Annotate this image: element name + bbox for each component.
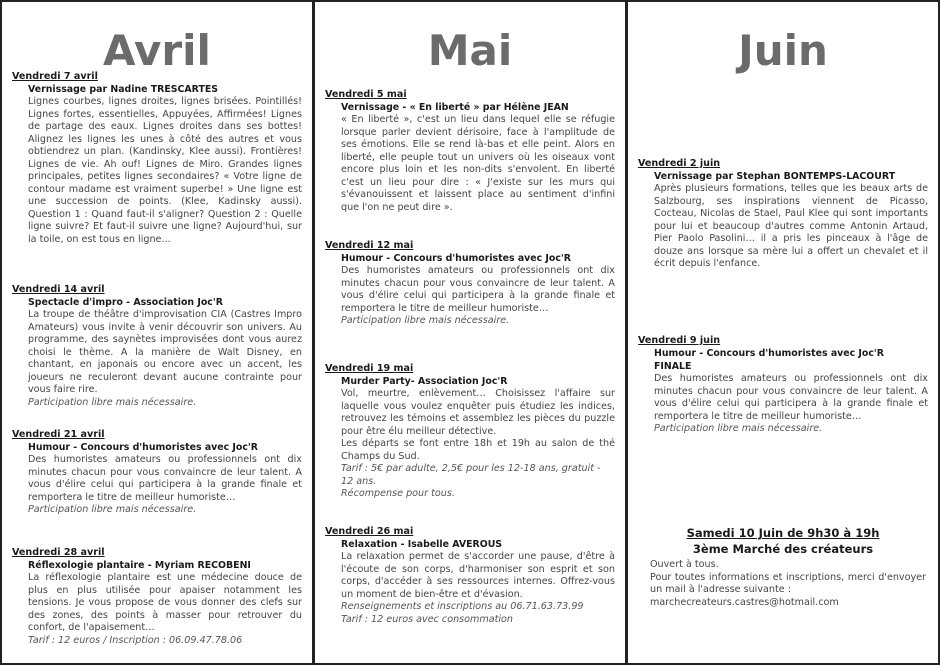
month-title: Juin bbox=[738, 26, 828, 75]
event-14-avril bbox=[12, 284, 302, 409]
event-21-avril bbox=[12, 429, 302, 517]
event-title: Humour - Concours d'humoristes avec Joc'R bbox=[654, 348, 885, 359]
event-title: Vernissage - « En liberté » par Hélène JEAN bbox=[341, 102, 569, 113]
event-title: Vernissage par Nadine TRESCARTES bbox=[28, 84, 219, 95]
event-note-price: Tarif : 5€ par adulte, 2,5€ pour les 12-18 ans, gratuit - 12 ans. bbox=[341, 463, 601, 487]
event-date: Vendredi 26 mai bbox=[325, 526, 414, 537]
column-avril bbox=[0, 0, 314, 665]
event-7-avril bbox=[12, 71, 302, 246]
event-19-mai bbox=[325, 363, 615, 501]
event-note: Participation libre mais nécessaire. bbox=[28, 504, 197, 515]
event-date: Vendredi 7 avril bbox=[12, 71, 98, 82]
market-info bbox=[650, 559, 926, 609]
event-date: Vendredi 9 juin bbox=[638, 335, 721, 346]
event-body: Des humoristes amateurs ou professionnels ont dix minutes chacun pour vous convaincre de leur talent. A vous d'élire celui qui participera à la grande finale et remportera le titre de meilleur humoriste… bbox=[341, 265, 615, 314]
event-body: La relaxation permet de s'accorder une pause, d'être à l'écoute de son corps, d'harmoniser son esprit et son corps, d'accéder à ses ressources internes. Offrez-vous un moment de bien-être et d'évasion. bbox=[341, 551, 615, 600]
market-open: Ouvert à tous. bbox=[650, 559, 719, 570]
market-contact: Pour toutes informations et inscriptions, merci d'envoyer un mail à l'adresse suivante : bbox=[650, 571, 926, 595]
event-body-departures: Les départs se font entre 18h et 19h au salon de thé Champs du Sud. bbox=[341, 438, 615, 462]
event-body: La troupe de théâtre d'improvisation CIA (Castres Impro Amateurs) vous invite à venir découvrir son univers. Au programme, des saynètes improvisées dont vous aurez choisi le thème. A la manière de Walt Disney, en chantant, en japonais ou encore avec un accent, les joueurs ne reculeront devant aucune contrainte pour vous faire rire. bbox=[28, 309, 302, 395]
event-note: Participation libre mais nécessaire. bbox=[654, 423, 823, 434]
event-date: Vendredi 2 juin bbox=[638, 158, 721, 169]
event-note: Participation libre mais nécessaire. bbox=[341, 315, 510, 326]
event-title: Humour - Concours d'humoristes avec Joc'R bbox=[28, 442, 259, 453]
event-title-finale: FINALE bbox=[654, 361, 692, 372]
event-9-juin bbox=[638, 335, 928, 436]
column-mai bbox=[313, 0, 627, 665]
event-2-juin bbox=[638, 158, 928, 271]
event-body: « En liberté », c'est un lieu dans lequel elle se réfugie lorsque parler devient dérisoire, face à l'amplitude de ses émotions. Elle se rend là-bas et elle peint. Alors en liberté, elle peuple tout un univers où les oiseaux vont encore plus loin et les non-dits s'envolent. En liberté c'est un lieu pour dire : « J'existe sur les murs qui s'évanouissent et laissent place au sentiment d'infini que l'on ne peut dire ». bbox=[341, 114, 615, 213]
event-5-mai bbox=[325, 89, 615, 214]
month-title: Avril bbox=[103, 26, 211, 75]
event-date: Vendredi 12 mai bbox=[325, 240, 414, 251]
event-title: Relaxation - Isabelle AVEROUS bbox=[341, 539, 503, 550]
event-date: Vendredi 28 avril bbox=[12, 547, 105, 558]
event-body: Des humoristes amateurs ou professionnels ont dix minutes chacun pour vous convaincre de leur talent. A vous d'élire celui qui participera à la grande finale et remportera le titre de meilleur humoriste… bbox=[654, 373, 928, 422]
market-email[interactable]: marchecreateurs.castres@hotmail.com bbox=[650, 596, 839, 608]
event-26-mai bbox=[325, 526, 615, 626]
event-date: Vendredi 14 avril bbox=[12, 284, 105, 295]
event-date: Vendredi 21 avril bbox=[12, 429, 105, 440]
event-title: Réflexologie plantaire - Myriam RECOBENI bbox=[28, 560, 251, 571]
event-note-price: Tarif : 12 euros avec consommation bbox=[341, 613, 513, 625]
market-subtitle: 3ème Marché des créateurs bbox=[692, 542, 874, 556]
event-body: La réflexologie plantaire est une médecine douce de plus en plus utilisée pour apaiser notamment les tensions. Je vous propose de vous donner des clefs sur des zones, des points à masser pour retrouver du confort, de l'apaisement… bbox=[28, 572, 302, 633]
event-body: Lignes courbes, lignes droites, lignes brisées. Pointillés! Lignes fortes, essentielles, Appuyées, Affirmées! Lignes de partage des eaux. Lignes droites dans ses bottes! Alignez les lignes les unes à côté des autres et vous obtiendrez un plan. (Kandinsky, Klee aussi). Frontières! Lignes de vie. Ah ouf! Lignes de Miro. Grandes lignes principales, petites lignes secondaires? « Votre ligne de contour madame est vraiment superbe! » Une ligne est une succession de points. (Klee, Kadinsky aussi). Question 1 : Quand faut-il s'aligner? Question 2 : Quelle ligne suivre? Et faut-il suivre une ligne? Aujourd'hui, sur la toile, on est tous en ligne... bbox=[28, 96, 302, 245]
event-note-reward: Récompense pour tous. bbox=[341, 488, 455, 499]
event-note-contact: Renseignements et inscriptions au 06.71.63.73.99 bbox=[341, 601, 584, 612]
event-date: Vendredi 19 mai bbox=[325, 363, 414, 374]
event-note: Tarif : 12 euros / Inscription : 06.09.47.78.06 bbox=[28, 634, 243, 646]
month-title: Mai bbox=[427, 26, 513, 75]
event-body: Après plusieurs formations, telles que les beaux arts de Salzbourg, ses inspirations viennent de Picasso, Cocteau, Nicolas de Stael, Paul Klee qui sont importants pour lui et beaucoup d'autres comme Antonin Artaud, Pier Paolo Pasolini… il a pris les pinceaux à l'âge de douze ans lorsque sa mère lui a offert un chevalet et il écrit depuis l'enfance. bbox=[654, 183, 928, 269]
event-date: Vendredi 5 mai bbox=[325, 89, 407, 100]
event-title: Spectacle d'impro - Association Joc'R bbox=[28, 297, 223, 308]
market-date: Samedi 10 Juin de 9h30 à 19h bbox=[686, 526, 880, 540]
event-28-avril bbox=[12, 547, 302, 647]
event-title: Vernissage par Stephan BONTEMPS-LACOURT bbox=[654, 171, 896, 182]
event-body: Des humoristes amateurs ou professionnels ont dix minutes chacun pour vous convaincre de leur talent. A vous d'élire celui qui participera à la grande finale et remportera le titre de meilleur humoriste… bbox=[28, 454, 302, 503]
event-title: Murder Party- Association Joc'R bbox=[341, 376, 508, 387]
event-body: Vol, meurtre, enlèvement… Choisissez l'affaire sur laquelle vous voulez enquêter puis étudiez les indices, retrouvez les témoins et assemblez les pièces du puzzle pour être élu meilleur détective. bbox=[341, 388, 615, 437]
event-title: Humour - Concours d'humoristes avec Joc'R bbox=[341, 253, 572, 264]
event-12-mai bbox=[325, 240, 615, 328]
column-juin bbox=[626, 0, 940, 665]
event-note: Participation libre mais nécessaire. bbox=[28, 396, 197, 408]
market-title bbox=[628, 526, 938, 541]
